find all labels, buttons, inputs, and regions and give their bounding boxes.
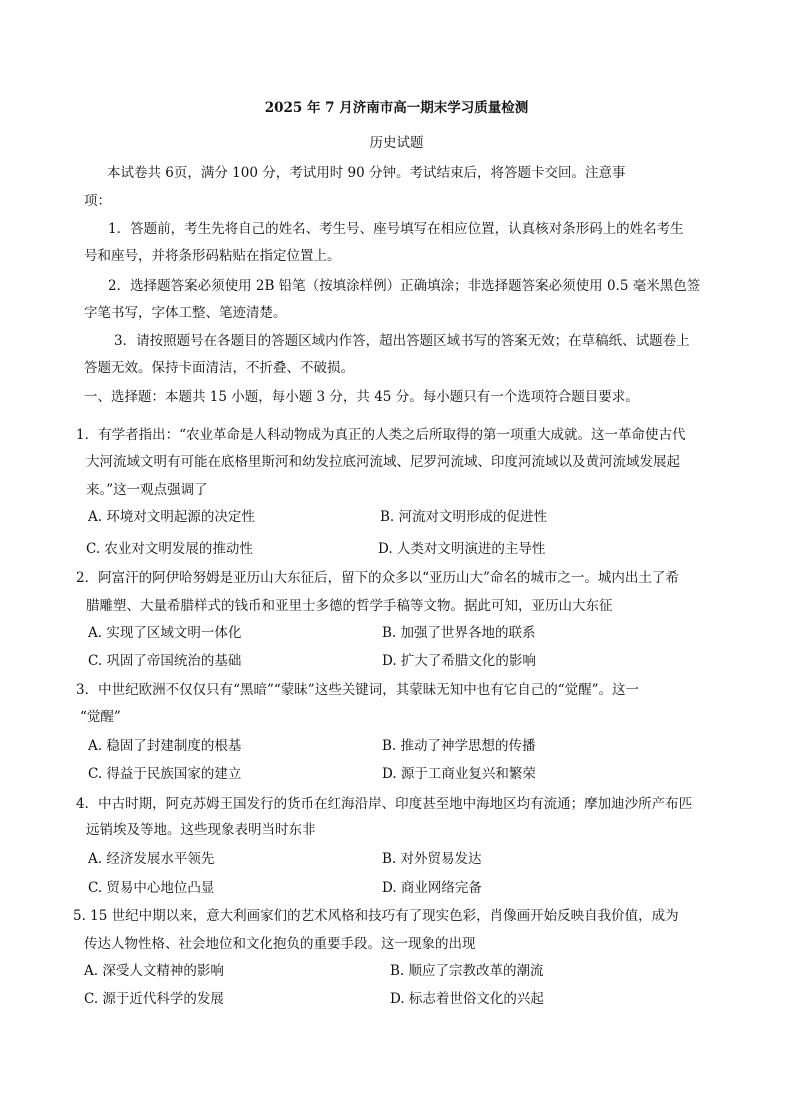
- option-b[interactable]: B. 对外贸易发达: [382, 851, 482, 867]
- notice-item-2: 字笔书写，字体工整、笔迹清楚。: [84, 305, 287, 321]
- notice-item-3: 3．请按照题号在各题目的答题区域内作答，超出答题区域书写的答案无效；在草稿纸、试题卷上: [114, 333, 690, 349]
- option-a[interactable]: A. 经济发展水平领先: [88, 851, 215, 867]
- question-stem: 2．阿富汗的阿伊哈努姆是亚历山大东征后，留下的众多以“亚历山大”命名的城市之一。城内出土了希: [76, 570, 679, 586]
- question-stem: 腊雕塑、大量希腊样式的钱币和亚里士多德的哲学手稿等文物。据此可知，亚历山大东征: [86, 598, 613, 614]
- notice-item-2: 2．选择题答案必须使用 2B 铅笔（按填涂样例）正确填涂；非选择题答案必须使用 0.5 毫米黑色签: [108, 278, 701, 294]
- notice-item-1: 1．答题前，考生先将自己的姓名、考生号、座号填写在相应位置，认真核对条形码上的姓名考生: [108, 221, 684, 237]
- option-d[interactable]: D. 源于工商业复兴和繁荣: [382, 766, 536, 782]
- notice-item-3: 答题无效。保持卡面清洁，不折叠、不破损。: [84, 360, 354, 376]
- exam-title: 2025 年 7 月济南市高一期末学习质量检测: [264, 100, 529, 116]
- question-stem: 来。”这一观点强调了: [86, 482, 208, 498]
- option-b[interactable]: B. 顺应了宗教改革的潮流: [390, 963, 544, 979]
- option-d[interactable]: D. 商业网络完备: [382, 880, 482, 896]
- question-stem: 5. 15 世纪中期以来，意大利画家们的艺术风格和技巧有了现实色彩，肖像画开始反映自我价值，成为: [73, 908, 679, 924]
- question-stem: 大河流域文明有可能在底格里斯河和幼发拉底河流域、尼罗河流域、印度河流域以及黄河流域发展起: [86, 454, 680, 470]
- option-c[interactable]: C. 得益于民族国家的建立: [88, 766, 242, 782]
- question-stem: 传达人物性格、社会地位和文化抱负的重要手段。这一现象的出现: [84, 936, 476, 952]
- question-stem: 1．有学者指出：“农业革命是人科动物成为真正的人类之后所取得的第一项重大成就。这一革命使古代: [76, 427, 686, 443]
- option-d[interactable]: D. 人类对文明演进的主导性: [378, 541, 546, 557]
- notice-item-1: 号和座号，并将条形码粘贴在指定位置上。: [84, 248, 341, 264]
- option-d[interactable]: D. 标志着世俗文化的兴起: [390, 991, 544, 1007]
- section-heading: 一、选择题：本题共 15 小题，每小题 3 分，共 45 分。每小题只有一个选项符合题目要求。: [84, 389, 639, 405]
- option-a[interactable]: A. 深受人文精神的影响: [84, 963, 224, 979]
- option-c[interactable]: C. 巩固了帝国统治的基础: [88, 653, 242, 669]
- option-a[interactable]: A. 稳固了封建制度的根基: [88, 738, 242, 754]
- question-stem: 3．中世纪欧洲不仅仅只有“黑暗”“蒙昧”这些关键词，其蒙昧无知中也有它自己的“觉醒”。这一: [76, 682, 639, 698]
- option-a[interactable]: A. 环境对文明起源的决定性: [88, 509, 255, 525]
- option-c[interactable]: C. 源于近代科学的发展: [84, 991, 224, 1007]
- option-a[interactable]: A. 实现了区域文明一体化: [88, 625, 242, 641]
- option-c[interactable]: C. 农业对文明发展的推动性: [86, 541, 253, 557]
- option-b[interactable]: B. 河流对文明形成的促进性: [380, 509, 548, 525]
- option-b[interactable]: B. 加强了世界各地的联系: [382, 625, 536, 641]
- option-d[interactable]: D. 扩大了希腊文化的影响: [382, 653, 536, 669]
- option-c[interactable]: C. 贸易中心地位凸显: [88, 880, 215, 896]
- option-b[interactable]: B. 推动了神学思想的传播: [382, 738, 536, 754]
- exam-subtitle: 历史试题: [369, 135, 424, 151]
- question-stem: “觉醒”: [80, 709, 121, 725]
- question-stem: 远销埃及等地。这些现象表明当时东非: [86, 822, 316, 838]
- question-stem: 4．中古时期，阿克苏姆王国发行的货币在红海沿岸、印度甚至地中海地区均有流通；摩加迪沙所产布匹: [76, 796, 693, 812]
- intro-text: 项：: [84, 193, 111, 209]
- intro-text: 本试卷共 6页，满分 100 分，考试用时 90 分钟。考试结束后，将答题卡交回。注意事: [107, 165, 626, 181]
